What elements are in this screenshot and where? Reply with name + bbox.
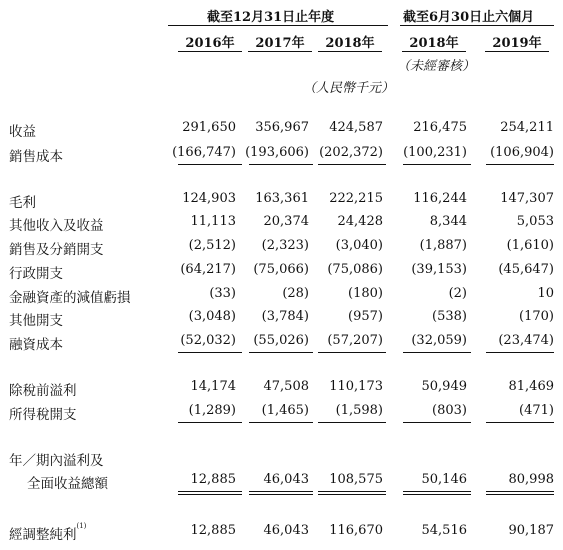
value-cell: (55,026) [253, 333, 309, 348]
adjusted-net-profit-text: 經調整純利 [9, 527, 77, 543]
value-cell: (2,323) [261, 238, 309, 253]
value-cell: (1,887) [419, 238, 467, 253]
value-cell: (471) [519, 403, 554, 418]
value-cell: (2,512) [188, 238, 236, 253]
value-cell: 222,215 [329, 191, 383, 206]
footnote-marker: (1) [76, 522, 87, 530]
value-cell: (39,153) [411, 262, 467, 277]
row-label-other-income: 其他收入及收益 [9, 218, 104, 234]
period-header-years: 截至12月31日止年度 [207, 10, 335, 25]
year-underline-2019-h1 [485, 51, 549, 52]
total-rule [178, 491, 242, 492]
value-cell: (57,207) [327, 333, 383, 348]
value-cell: 12,885 [190, 472, 236, 487]
value-cell: 5,053 [516, 214, 554, 229]
row-label-other-expenses: 其他開支 [9, 313, 63, 329]
total-rule [318, 491, 386, 492]
subtotal-rule [403, 164, 471, 165]
row-label-admin-expenses: 行政開支 [9, 266, 63, 282]
row-label-finance-costs: 融資成本 [9, 337, 63, 353]
period-header-six-months: 截至6月30日止六個月 [403, 10, 535, 25]
value-cell: 20,374 [263, 214, 309, 229]
subtotal-rule [178, 164, 242, 165]
value-cell: (170) [519, 309, 554, 324]
value-cell: 216,475 [413, 120, 467, 135]
row-label-gross-profit: 毛利 [9, 195, 36, 211]
value-cell: 424,587 [329, 120, 383, 135]
subtotal-rule [403, 352, 471, 353]
value-cell: 46,043 [263, 523, 309, 538]
value-cell: (23,474) [498, 333, 554, 348]
value-cell: (202,372) [319, 145, 383, 160]
value-cell: (2) [448, 286, 467, 301]
value-cell: 11,113 [190, 214, 236, 229]
value-cell: (538) [432, 309, 467, 324]
value-cell: 90,187 [508, 523, 554, 538]
value-cell: (33) [209, 286, 236, 301]
value-cell: 116,670 [329, 523, 383, 538]
value-cell: (1,465) [261, 403, 309, 418]
year-header-2016: 2016年 [185, 36, 235, 51]
total-rule [249, 491, 313, 492]
value-cell: (3,784) [261, 309, 309, 324]
year-header-2018-h1: 2018年 [409, 36, 459, 51]
subtotal-rule [486, 164, 554, 165]
value-cell: (32,059) [411, 333, 467, 348]
unaudited-note: （未經審核） [397, 59, 476, 74]
value-cell: (75,066) [253, 262, 309, 277]
row-label-impairment: 金融資產的減值虧損 [9, 290, 131, 306]
subtotal-rule [403, 422, 471, 423]
subtotal-rule [178, 422, 242, 423]
value-cell: 124,903 [182, 191, 236, 206]
subtotal-rule [249, 422, 313, 423]
row-label-profit-before-tax: 除稅前溢利 [9, 383, 77, 399]
header-underline-six-months [400, 25, 554, 26]
value-cell: (75,086) [327, 262, 383, 277]
total-rule [486, 491, 554, 492]
value-cell: (3,048) [188, 309, 236, 324]
year-header-2017: 2017年 [255, 36, 305, 51]
row-label-adjusted-net-profit [9, 523, 86, 543]
row-label-income-tax: 所得稅開支 [9, 407, 77, 423]
total-rule [249, 494, 313, 495]
value-cell: 110,173 [329, 379, 383, 394]
value-cell: (193,606) [245, 145, 309, 160]
subtotal-rule [318, 422, 386, 423]
value-cell: (957) [348, 309, 383, 324]
value-cell: (1,610) [506, 238, 554, 253]
value-cell: (803) [432, 403, 467, 418]
total-rule [403, 491, 471, 492]
subtotal-rule [178, 352, 242, 353]
value-cell: (106,904) [490, 145, 554, 160]
total-rule [486, 494, 554, 495]
value-cell: (64,217) [180, 262, 236, 277]
value-cell: 12,885 [190, 523, 236, 538]
subtotal-rule [318, 164, 386, 165]
year-underline-2018 [318, 51, 382, 52]
value-cell: (166,747) [172, 145, 236, 160]
value-cell: 8,344 [429, 214, 467, 229]
row-label-cost-of-sales: 銷售成本 [9, 149, 63, 165]
value-cell: 254,211 [500, 120, 554, 135]
value-cell: 81,469 [508, 379, 554, 394]
subtotal-rule [249, 164, 313, 165]
total-rule [178, 494, 242, 495]
value-cell: 50,146 [421, 472, 467, 487]
total-rule [318, 494, 386, 495]
value-cell: (28) [282, 286, 309, 301]
value-cell: 291,650 [182, 120, 236, 135]
row-label-revenue: 收益 [9, 124, 36, 140]
total-rule [403, 494, 471, 495]
year-header-2019-h1: 2019年 [492, 36, 542, 51]
value-cell: (45,647) [498, 262, 554, 277]
subtotal-rule [486, 352, 554, 353]
value-cell: 14,174 [190, 379, 236, 394]
value-cell: 108,575 [329, 472, 383, 487]
row-label-profit-line2: 全面收益總額 [27, 476, 108, 492]
value-cell: 10 [537, 286, 554, 301]
year-underline-2018-h1 [402, 51, 466, 52]
header-underline-years [168, 25, 388, 26]
value-cell: (1,598) [335, 403, 383, 418]
value-cell: (52,032) [180, 333, 236, 348]
value-cell: (180) [348, 286, 383, 301]
currency-unit-note: （人民幣千元） [303, 81, 395, 96]
value-cell: (1,289) [188, 403, 236, 418]
value-cell: 116,244 [413, 191, 467, 206]
value-cell: 50,949 [421, 379, 467, 394]
subtotal-rule [486, 422, 554, 423]
value-cell: 47,508 [263, 379, 309, 394]
subtotal-rule [249, 352, 313, 353]
year-underline-2016 [178, 51, 242, 52]
value-cell: 54,516 [421, 523, 467, 538]
value-cell: 356,967 [255, 120, 309, 135]
year-underline-2017 [248, 51, 312, 52]
value-cell: 24,428 [337, 214, 383, 229]
value-cell: 46,043 [263, 472, 309, 487]
row-label-selling-expenses: 銷售及分銷開支 [9, 242, 104, 258]
value-cell: 163,361 [255, 191, 309, 206]
value-cell: 80,998 [508, 472, 554, 487]
value-cell: (3,040) [335, 238, 383, 253]
value-cell: 147,307 [500, 191, 554, 206]
row-label-profit-line1: 年／期內溢利及 [9, 453, 104, 469]
year-header-2018: 2018年 [325, 36, 375, 51]
subtotal-rule [318, 352, 386, 353]
value-cell: (100,231) [403, 145, 467, 160]
